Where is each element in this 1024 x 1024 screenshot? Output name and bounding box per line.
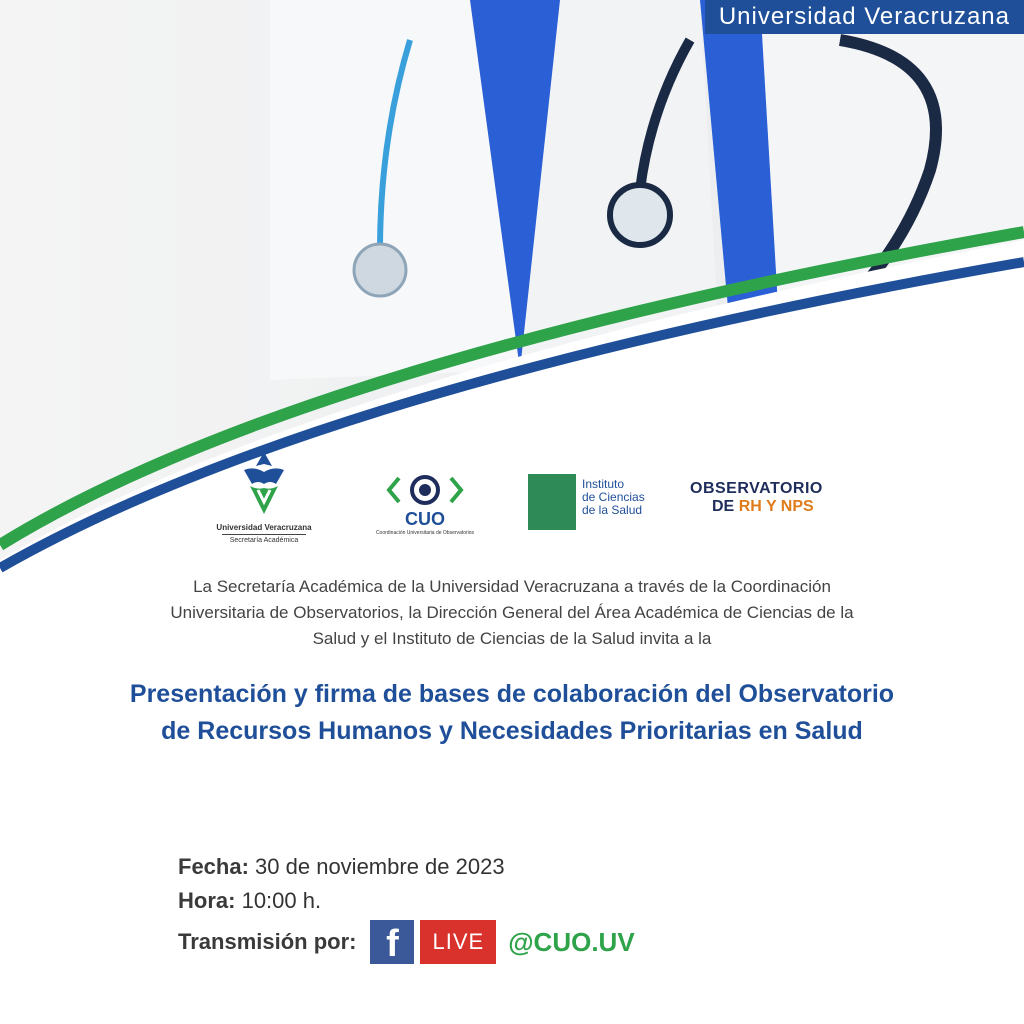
obs-line-1: OBSERVATORIO <box>690 480 823 497</box>
event-details <box>178 850 635 964</box>
uv-emblem-icon <box>236 450 292 516</box>
cuo-logo <box>370 470 480 536</box>
university-brand-tag: Universidad Veracruzana <box>705 0 1024 34</box>
transmision-row <box>178 920 635 964</box>
eye-icon <box>385 470 465 510</box>
ics-emblem-icon <box>528 474 576 530</box>
fecha-value: 30 de noviembre de 2023 <box>255 854 505 879</box>
uv-logo-name: Universidad Veracruzana <box>216 523 312 532</box>
transmision-label: Transmisión por: <box>178 929 357 954</box>
ics-line-3: de la Salud <box>582 503 643 517</box>
obs-line-2-prefix: DE <box>712 498 735 515</box>
partner-logos <box>0 450 1024 550</box>
intro-paragraph: La Secretaría Académica de la Universidad Veracruzana a través de la Coordinación Universitaria de Observatorios, la Dirección General del Área Académica de Ciencias de la Salud y el Instituto de Ciencias de la Salud invita a la <box>170 577 854 648</box>
uv-logo-divider <box>222 534 306 535</box>
obs-line-2-highlight: RH Y NPS <box>738 498 814 515</box>
ics-logo-text <box>582 478 645 517</box>
cuo-logo-name: CUO <box>405 509 445 529</box>
uv-logo-sub: Secretaría Académica <box>229 537 299 544</box>
facebook-icon[interactable]: f <box>370 920 414 964</box>
event-title: Presentación y firma de bases de colaboración del Observatorio de Recursos Humanos y Necesidades Prioritarias en Salud <box>129 680 895 745</box>
hora-value: 10:00 h. <box>241 888 322 913</box>
ics-logo <box>528 474 658 530</box>
obs-line-2 <box>712 498 850 516</box>
fecha-row <box>178 850 635 884</box>
social-handle[interactable]: @CUO.UV <box>508 927 635 957</box>
hora-label: Hora: <box>178 888 236 913</box>
ics-line-1: Instituto <box>582 477 625 491</box>
fecha-label: Fecha: <box>178 854 249 879</box>
hora-row <box>178 884 635 918</box>
observatorio-logo <box>690 480 850 516</box>
ics-line-2: de Ciencias <box>582 490 645 504</box>
cuo-logo-sub: Coordinación Universitaria de Observatorios <box>375 530 475 536</box>
live-badge[interactable]: LIVE <box>420 920 496 964</box>
uv-logo <box>216 450 312 544</box>
